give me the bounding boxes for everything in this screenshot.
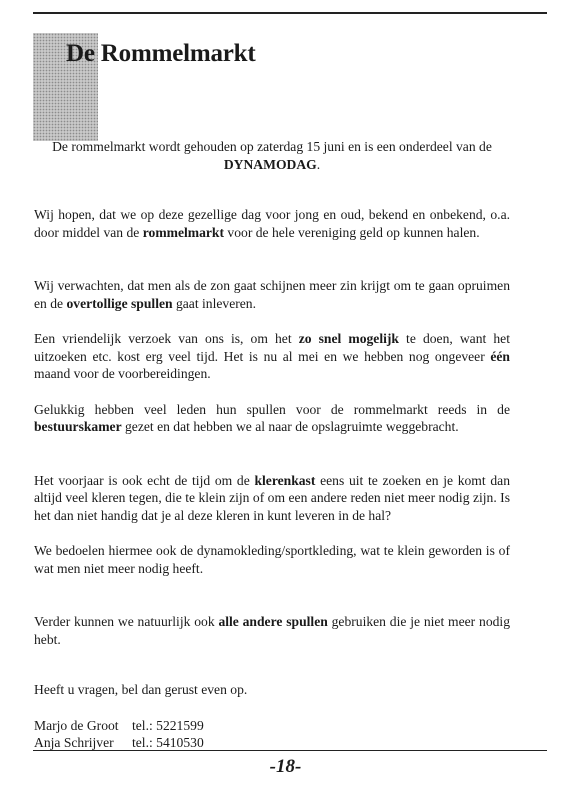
contact-name: Anja Schrijver [34,735,114,750]
page-number: -18- [269,756,302,777]
p1-text-2: voor de hele vereniging geld op kunnen halen. [224,224,480,240]
p2-bold-1: overtollige spullen [66,295,173,311]
paragraph-3 [34,330,510,383]
intro-text: De rommelmarkt wordt gehouden op zaterdag 15 juni en is een onderdeel van de [52,139,492,154]
p4-text-2: gezet en dat hebben we al naar de opslagruimte weggebracht. [121,419,459,434]
p2-text-2: gaat inleveren. [172,295,256,311]
paragraph-4 [34,401,510,436]
p1-text-1: Wij hopen, dat we op deze gezellige dag voor jong en oud, bekend en onbekend, o.a. door middel van de [34,207,510,240]
contact-row [34,734,510,752]
p4-bold-1: bestuurskamer [34,419,122,434]
paragraph-6: We bedoelen hiermee ook de dynamokleding/sportkleding, wat te klein geworden is of wat men niet meer nodig heeft. [34,543,510,576]
contact-tel: tel.: 5410530 [132,735,204,750]
p3-text-1: Een vriendelijk verzoek van ons is, om het [34,331,299,346]
p7-bold-1: alle andere spullen [218,614,328,629]
p3-text-3: maand voor de voorbereidingen. [34,366,211,381]
p3-bold-2: één [490,348,510,364]
contact-row [34,717,510,735]
paragraph-5 [34,472,510,525]
p3-bold-1: zo snel mogelijk [298,331,399,346]
paragraph-7 [34,613,510,648]
p7-text-2: gebruiken die je niet meer nodig hebt. [34,614,510,647]
intro-after: . [316,156,321,172]
p4-text-1: Gelukkig hebben veel leden hun spullen voor de rommelmarkt reeds in de [34,401,510,417]
contact-tel: tel.: 5221599 [132,717,204,733]
p5-bold-1: klerenkast [254,472,316,488]
p2-text-1: Wij verwachten, dat men als de zon gaat schijnen meer zin krijgt om te gaan opruimen en de [34,278,510,311]
contact-name: Marjo de Groot [34,717,119,733]
page-title: De Rommelmarkt [66,40,256,67]
top-rule [33,12,547,14]
paragraph-1 [34,206,510,241]
p5-text-2: eens uit te zoeken en je komt dan altijd veel kleren tegen, die te klein zijn of om een andere reden niet meer nodig zijn. Is het dan niet handig dat je al deze kleren in kunt leveren in de hal? [34,472,510,523]
paragraph-8: Heeft u vragen, bel dan gerust even op. [34,682,248,697]
paragraph-2 [34,277,510,312]
intro-paragraph [34,138,510,173]
bottom-rule [33,750,547,751]
article-body [34,138,510,752]
p7-text-1: Verder kunnen we natuurlijk ook [34,614,219,629]
intro-bold: DYNAMODAG [223,156,317,172]
contact-list [34,717,510,752]
p1-bold-1: rommelmarkt [142,224,225,240]
p5-text-1: Het voorjaar is ook echt de tijd om de [34,472,255,488]
p3-text-2: te doen, want het uitzoeken etc. kost erg veel tijd. Het is nu al mei en we hebben nog ongeveer [34,331,510,364]
